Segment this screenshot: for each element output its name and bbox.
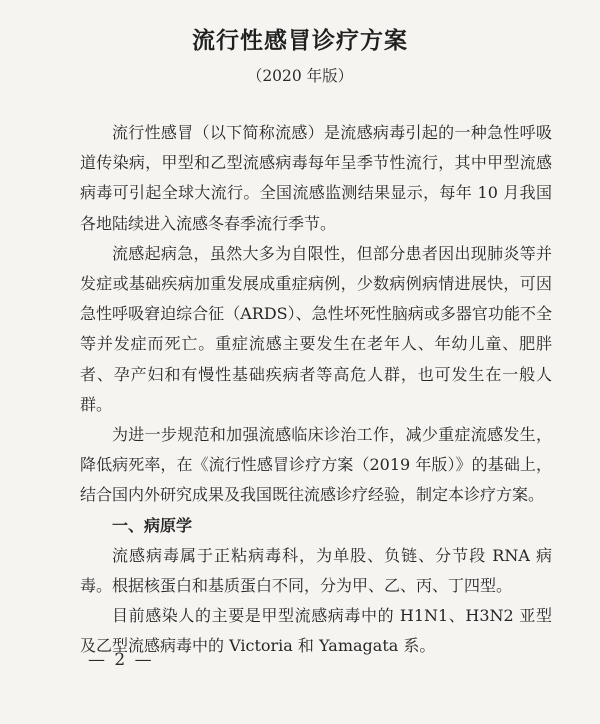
paragraph-virus-subtypes: 目前感染人的主要是甲型流感病毒中的 H1N1、H3N2 亚型及乙型流感病毒中的 Victoria 和 Yamagata 系。 <box>80 606 552 656</box>
paragraph-intro: 流行性感冒（以下简称流感）是流感病毒引起的一种急性呼吸道传染病，甲型和乙型流感病毒每年呈季节性流行，其中甲型流感病毒可引起全球大流行。全国流感监测结果显示，每年 10 月我国各地陆续进入流感冬春季流行季节。 <box>80 123 552 233</box>
document-subtitle: （2020 年版） <box>246 67 354 85</box>
document-body <box>80 118 552 662</box>
document-title: 流行性感冒诊疗方案 <box>192 28 408 54</box>
paragraph-severity: 流感起病急，虽然大多为自限性，但部分患者因出现肺炎等并发症或基础疾病加重发展成重症病例，少数病例病情进展快，可因急性呼吸窘迫综合征（ARDS）、急性坏死性脑病或多器官功能不全等并发症而死亡。重症流感主要发生在老年人、年幼儿童、肥胖者、孕产妇和有慢性基础疾病者等高危人群，也可发生在一般人群。 <box>80 243 552 414</box>
page-number: — 2 — <box>88 650 154 670</box>
paragraph-purpose: 为进一步规范和加强流感临床诊治工作，减少重症流感发生，降低病死率，在《流行性感冒诊疗方案（2019 年版）》的基础上，结合国内外研究成果及我国既往流感诊疗经验，制定本诊疗方案。 <box>80 425 552 505</box>
paragraph-virus-classification: 流感病毒属于正粘病毒科，为单股、负链、分节段 RNA 病毒。根据核蛋白和基质蛋白不同，分为甲、乙、丙、丁四型。 <box>80 545 552 596</box>
section-heading-etiology: 一、病原学 <box>112 515 193 535</box>
